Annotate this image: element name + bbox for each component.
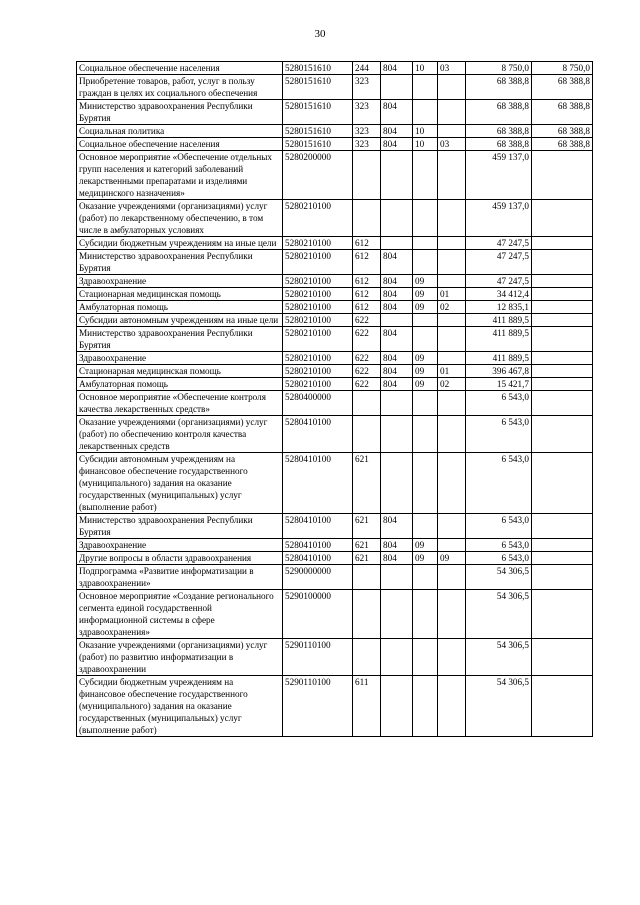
expense-type-cell: 323 [353, 75, 381, 100]
ministry-code-cell: 804 [381, 125, 413, 138]
ministry-code-cell: 804 [381, 250, 413, 275]
target-code-cell: 5290100000 [283, 590, 353, 639]
subsection-cell [438, 416, 466, 453]
target-code-cell: 5280151610 [283, 100, 353, 125]
row-name-cell: Оказание учреждениями (организациями) услуг (работ) по обеспечению контроля качества лекарственных средств [77, 416, 283, 453]
amount-1-cell: 6 543,0 [466, 453, 532, 514]
target-code-cell: 5280200000 [283, 151, 353, 200]
table-row [77, 75, 593, 100]
row-name-cell: Субсидии бюджетным учреждениям на иные цели [77, 237, 283, 250]
target-code-cell: 5280210100 [283, 288, 353, 301]
target-code-cell: 5280210100 [283, 378, 353, 391]
section-cell [413, 391, 438, 416]
subsection-cell [438, 237, 466, 250]
expense-type-cell: 622 [353, 378, 381, 391]
table-row [77, 453, 593, 514]
expense-type-cell: 621 [353, 539, 381, 552]
target-code-cell: 5280210100 [283, 327, 353, 352]
section-cell [413, 75, 438, 100]
amount-1-cell: 459 137,0 [466, 200, 532, 237]
expense-type-cell [353, 151, 381, 200]
target-code-cell: 5280210100 [283, 275, 353, 288]
subsection-cell [438, 314, 466, 327]
amount-2-cell [532, 314, 593, 327]
subsection-cell: 09 [438, 552, 466, 565]
amount-2-cell [532, 327, 593, 352]
subsection-cell [438, 514, 466, 539]
section-cell: 10 [413, 138, 438, 151]
table-row [77, 352, 593, 365]
target-code-cell: 5280151610 [283, 125, 353, 138]
amount-2-cell: 68 388,8 [532, 125, 593, 138]
subsection-cell: 01 [438, 288, 466, 301]
target-code-cell: 5280151610 [283, 138, 353, 151]
section-cell [413, 314, 438, 327]
table-row [77, 301, 593, 314]
section-cell [413, 151, 438, 200]
section-cell [413, 250, 438, 275]
amount-2-cell [532, 151, 593, 200]
target-code-cell: 5290110100 [283, 639, 353, 676]
amount-2-cell [532, 378, 593, 391]
amount-2-cell [532, 514, 593, 539]
ministry-code-cell: 804 [381, 301, 413, 314]
ministry-code-cell: 804 [381, 514, 413, 539]
amount-1-cell: 54 306,5 [466, 590, 532, 639]
row-name-cell: Основное мероприятие «Обеспечение контроля качества лекарственных средств» [77, 391, 283, 416]
section-cell: 09 [413, 352, 438, 365]
ministry-code-cell [381, 416, 413, 453]
amount-2-cell [532, 552, 593, 565]
expense-type-cell: 612 [353, 250, 381, 275]
target-code-cell: 5280410100 [283, 514, 353, 539]
section-cell [413, 200, 438, 237]
expense-type-cell: 611 [353, 676, 381, 737]
amount-2-cell: 68 388,8 [532, 138, 593, 151]
subsection-cell [438, 676, 466, 737]
amount-1-cell: 47 247,5 [466, 275, 532, 288]
section-cell [413, 416, 438, 453]
amount-1-cell: 68 388,8 [466, 125, 532, 138]
target-code-cell: 5280210100 [283, 314, 353, 327]
table-row [77, 365, 593, 378]
target-code-cell: 5280151610 [283, 62, 353, 75]
section-cell: 09 [413, 539, 438, 552]
amount-1-cell: 6 543,0 [466, 552, 532, 565]
row-name-cell: Основное мероприятие «Обеспечение отдельных групп населения и категорий заболеваний лекарственными препаратами и изделиями медицинского назначения» [77, 151, 283, 200]
row-name-cell: Субсидии автономным учреждениям на иные цели [77, 314, 283, 327]
expense-type-cell: 612 [353, 288, 381, 301]
subsection-cell [438, 391, 466, 416]
section-cell: 09 [413, 301, 438, 314]
table-row [77, 314, 593, 327]
row-name-cell: Стационарная медицинская помощь [77, 365, 283, 378]
target-code-cell: 5280210100 [283, 237, 353, 250]
subsection-cell [438, 200, 466, 237]
ministry-code-cell: 804 [381, 539, 413, 552]
expense-type-cell [353, 565, 381, 590]
amount-1-cell: 6 543,0 [466, 539, 532, 552]
section-cell: 10 [413, 125, 438, 138]
expense-type-cell: 621 [353, 514, 381, 539]
target-code-cell: 5280210100 [283, 365, 353, 378]
amount-1-cell: 54 306,5 [466, 676, 532, 737]
section-cell [413, 237, 438, 250]
table-row [77, 590, 593, 639]
target-code-cell: 5290000000 [283, 565, 353, 590]
subsection-cell [438, 75, 466, 100]
row-name-cell: Субсидии автономным учреждениям на финансовое обеспечение государственного (муниципального) задания на оказание государственных (муниципальных) услуг (выполнение работ) [77, 453, 283, 514]
row-name-cell: Другие вопросы в области здравоохранения [77, 552, 283, 565]
ministry-code-cell [381, 314, 413, 327]
table-row [77, 237, 593, 250]
amount-1-cell: 68 388,8 [466, 100, 532, 125]
table-row [77, 288, 593, 301]
amount-2-cell [532, 275, 593, 288]
subsection-cell [438, 565, 466, 590]
ministry-code-cell: 804 [381, 365, 413, 378]
expense-type-cell [353, 639, 381, 676]
row-name-cell: Здравоохранение [77, 275, 283, 288]
amount-1-cell: 6 543,0 [466, 514, 532, 539]
subsection-cell [438, 250, 466, 275]
amount-1-cell: 396 467,8 [466, 365, 532, 378]
table-row [77, 639, 593, 676]
subsection-cell [438, 352, 466, 365]
amount-2-cell [532, 352, 593, 365]
amount-2-cell [532, 250, 593, 275]
section-cell: 09 [413, 275, 438, 288]
subsection-cell [438, 327, 466, 352]
section-cell [413, 100, 438, 125]
target-code-cell: 5280410100 [283, 539, 353, 552]
target-code-cell: 5280210100 [283, 250, 353, 275]
amount-1-cell: 411 889,5 [466, 352, 532, 365]
target-code-cell: 5280400000 [283, 391, 353, 416]
ministry-code-cell: 804 [381, 352, 413, 365]
expense-type-cell: 622 [353, 365, 381, 378]
target-code-cell: 5280410100 [283, 453, 353, 514]
section-cell: 09 [413, 365, 438, 378]
ministry-code-cell [381, 200, 413, 237]
target-code-cell: 5280210100 [283, 301, 353, 314]
row-name-cell: Основное мероприятие «Создание регионального сегмента единой государственной информационной системы в сфере здравоохранения» [77, 590, 283, 639]
ministry-code-cell [381, 391, 413, 416]
amount-2-cell [532, 565, 593, 590]
table-row [77, 250, 593, 275]
subsection-cell: 03 [438, 138, 466, 151]
expense-type-cell [353, 416, 381, 453]
table-row [77, 62, 593, 75]
target-code-cell: 5280210100 [283, 200, 353, 237]
row-name-cell: Оказание учреждениями (организациями) услуг (работ) по лекарственному обеспечению, в том числе в амбулаторных условиях [77, 200, 283, 237]
amount-2-cell [532, 676, 593, 737]
table-row [77, 125, 593, 138]
amount-2-cell [532, 590, 593, 639]
amount-2-cell [532, 301, 593, 314]
table-row [77, 200, 593, 237]
amount-2-cell: 8 750,0 [532, 62, 593, 75]
row-name-cell: Субсидии бюджетным учреждениям на финансовое обеспечение государственного (муниципального) задания на оказание государственных (муниципальных) услуг (выполнение работ) [77, 676, 283, 737]
expense-type-cell [353, 391, 381, 416]
row-name-cell: Министерство здравоохранения Республики Бурятия [77, 514, 283, 539]
row-name-cell: Здравоохранение [77, 539, 283, 552]
amount-2-cell [532, 288, 593, 301]
amount-1-cell: 411 889,5 [466, 327, 532, 352]
table-row [77, 327, 593, 352]
row-name-cell: Амбулаторная помощь [77, 378, 283, 391]
section-cell: 09 [413, 552, 438, 565]
target-code-cell: 5280151610 [283, 75, 353, 100]
amount-2-cell: 68 388,8 [532, 100, 593, 125]
table-row [77, 151, 593, 200]
page-number: 30 [314, 28, 326, 40]
ministry-code-cell [381, 565, 413, 590]
amount-1-cell: 68 388,8 [466, 75, 532, 100]
expense-type-cell: 621 [353, 453, 381, 514]
subsection-cell: 02 [438, 378, 466, 391]
table-row [77, 138, 593, 151]
ministry-code-cell [381, 590, 413, 639]
row-name-cell: Министерство здравоохранения Республики Бурятия [77, 250, 283, 275]
subsection-cell [438, 590, 466, 639]
section-cell: 09 [413, 378, 438, 391]
ministry-code-cell [381, 453, 413, 514]
target-code-cell: 5280410100 [283, 552, 353, 565]
ministry-code-cell: 804 [381, 378, 413, 391]
row-name-cell: Здравоохранение [77, 352, 283, 365]
expense-type-cell [353, 590, 381, 639]
expense-type-cell: 622 [353, 352, 381, 365]
amount-2-cell: 68 388,8 [532, 75, 593, 100]
subsection-cell [438, 539, 466, 552]
subsection-cell: 03 [438, 62, 466, 75]
amount-1-cell: 68 388,8 [466, 138, 532, 151]
amount-2-cell [532, 453, 593, 514]
ministry-code-cell: 804 [381, 288, 413, 301]
amount-1-cell: 54 306,5 [466, 639, 532, 676]
row-name-cell: Амбулаторная помощь [77, 301, 283, 314]
target-code-cell: 5280210100 [283, 352, 353, 365]
subsection-cell: 01 [438, 365, 466, 378]
amount-1-cell: 54 306,5 [466, 565, 532, 590]
table-row [77, 539, 593, 552]
subsection-cell [438, 275, 466, 288]
ministry-code-cell: 804 [381, 275, 413, 288]
amount-1-cell: 47 247,5 [466, 250, 532, 275]
amount-2-cell [532, 200, 593, 237]
amount-2-cell [532, 539, 593, 552]
table-row [77, 100, 593, 125]
budget-table [76, 61, 593, 737]
expense-type-cell: 612 [353, 237, 381, 250]
ministry-code-cell: 804 [381, 100, 413, 125]
subsection-cell [438, 639, 466, 676]
amount-1-cell: 15 421,7 [466, 378, 532, 391]
expense-type-cell: 323 [353, 138, 381, 151]
expense-type-cell: 323 [353, 100, 381, 125]
ministry-code-cell [381, 237, 413, 250]
ministry-code-cell [381, 639, 413, 676]
amount-2-cell [532, 237, 593, 250]
section-cell [413, 453, 438, 514]
section-cell [413, 565, 438, 590]
row-name-cell: Оказание учреждениями (организациями) услуг (работ) по развитию информатизации в здравоохранении [77, 639, 283, 676]
amount-1-cell: 8 750,0 [466, 62, 532, 75]
amount-1-cell: 12 835,1 [466, 301, 532, 314]
amount-2-cell [532, 416, 593, 453]
subsection-cell [438, 100, 466, 125]
ministry-code-cell [381, 151, 413, 200]
row-name-cell: Министерство здравоохранения Республики Бурятия [77, 100, 283, 125]
amount-1-cell: 47 247,5 [466, 237, 532, 250]
section-cell: 09 [413, 288, 438, 301]
section-cell [413, 514, 438, 539]
expense-type-cell: 621 [353, 552, 381, 565]
amount-1-cell: 459 137,0 [466, 151, 532, 200]
table-row [77, 275, 593, 288]
row-name-cell: Социальная политика [77, 125, 283, 138]
ministry-code-cell [381, 676, 413, 737]
expense-type-cell [353, 200, 381, 237]
ministry-code-cell: 804 [381, 62, 413, 75]
table-row [77, 391, 593, 416]
subsection-cell [438, 453, 466, 514]
expense-type-cell: 612 [353, 301, 381, 314]
section-cell: 10 [413, 62, 438, 75]
subsection-cell: 02 [438, 301, 466, 314]
target-code-cell: 5290110100 [283, 676, 353, 737]
table-row [77, 552, 593, 565]
amount-2-cell [532, 365, 593, 378]
amount-1-cell: 6 543,0 [466, 416, 532, 453]
subsection-cell [438, 151, 466, 200]
table-row [77, 565, 593, 590]
section-cell [413, 676, 438, 737]
expense-type-cell: 622 [353, 314, 381, 327]
table-row [77, 514, 593, 539]
expense-type-cell: 622 [353, 327, 381, 352]
section-cell [413, 590, 438, 639]
ministry-code-cell: 804 [381, 327, 413, 352]
table-row [77, 416, 593, 453]
row-name-cell: Стационарная медицинская помощь [77, 288, 283, 301]
table-row [77, 378, 593, 391]
amount-1-cell: 411 889,5 [466, 314, 532, 327]
ministry-code-cell: 804 [381, 552, 413, 565]
amount-1-cell: 6 543,0 [466, 391, 532, 416]
expense-type-cell: 612 [353, 275, 381, 288]
expense-type-cell: 244 [353, 62, 381, 75]
subsection-cell [438, 125, 466, 138]
table-row [77, 676, 593, 737]
ministry-code-cell: 804 [381, 138, 413, 151]
row-name-cell: Министерство здравоохранения Республики Бурятия [77, 327, 283, 352]
row-name-cell: Социальное обеспечение населения [77, 138, 283, 151]
row-name-cell: Подпрограмма «Развитие информатизации в здравоохранении» [77, 565, 283, 590]
amount-2-cell [532, 639, 593, 676]
expense-type-cell: 323 [353, 125, 381, 138]
amount-1-cell: 34 412,4 [466, 288, 532, 301]
ministry-code-cell [381, 75, 413, 100]
section-cell [413, 327, 438, 352]
amount-2-cell [532, 391, 593, 416]
row-name-cell: Приобретение товаров, работ, услуг в пользу граждан в целях их социального обеспечения [77, 75, 283, 100]
section-cell [413, 639, 438, 676]
target-code-cell: 5280410100 [283, 416, 353, 453]
row-name-cell: Социальное обеспечение населения [77, 62, 283, 75]
